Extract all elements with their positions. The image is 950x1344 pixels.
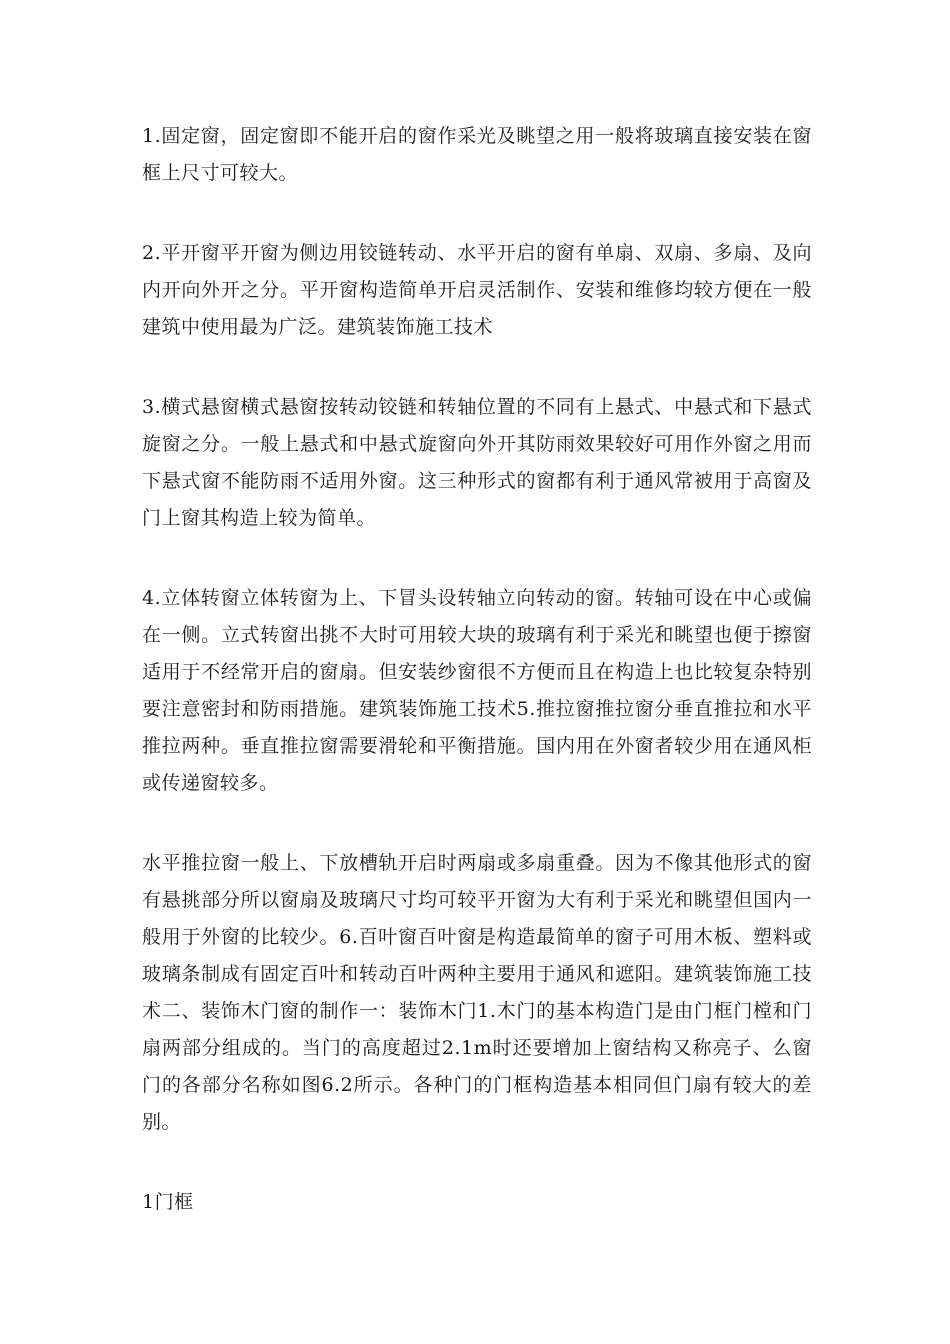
paragraph-horizontal-pivot-window: 3.横式悬窗横式悬窗按转动铰链和转轴位置的不同有上悬式、中悬式和下悬式旋窗之分。一般上悬式和中悬式旋窗向外开其防雨效果较好可用作外窗之用而下悬式窗不能防雨不适用外窗。这三种形式的窗都有利于通风常被用于高窗及门上窗其构造上较为简单。: [142, 396, 812, 529]
paragraph-sliding-window: 水平推拉窗一般上、下放槽轨开启时两扇或多扇重叠。因为不像其他形式的窗有悬挑部分所以窗扇及玻璃尺寸均可较平开窗为大有利于采光和眺望但国内一般用于外窗的比较少。6.百叶窗百叶窗是构造最简单的窗子可用木板、塑料或玻璃条制成有固定百叶和转动百叶两种主要用于通风和遮阳。建筑装饰施工技术二、装饰木门窗的制作一：装饰木门1.木门的基本构造门是由门框门樘和门扇两部分组成的。当门的高度超过2.1m时还要增加上窗结构又称亮子、么窗门的各部分名称如图6.2所示。各种门的门框构造基本相同但门扇有较大的差别。: [142, 852, 812, 1133]
paragraph-door-frame: 1门框: [142, 1191, 194, 1213]
document-body: [142, 118, 812, 1264]
paragraph-fixed-window: 1.固定窗，固定窗即不能开启的窗作采光及眺望之用一般将玻璃直接安装在窗框上尺寸可较大。: [142, 125, 812, 184]
paragraph-vertical-pivot-window: 4.立体转窗立体转窗为上、下冒头设转轴立向转动的窗。转轴可设在中心或偏在一侧。立式转窗出挑不大时可用较大块的玻璃有利于采光和眺望也便于擦窗适用于不经常开启的窗扇。但安装纱窗很不方便而且在构造上也比较复杂特别要注意密封和防雨措施。建筑装饰施工技术5.推拉窗推拉窗分垂直推拉和水平推拉两种。垂直推拉窗需要滑轮和平衡措施。国内用在外窗者较少用在通风柜或传递窗较多。: [142, 587, 812, 794]
paragraph-casement-window: 2.平开窗平开窗为侧边用铰链转动、水平开启的窗有单扇、双扇、多扇、及向内开向外开之分。平开窗构造简单开启灵活制作、安装和维修均较方便在一般建筑中使用最为广泛。建筑装饰施工技术: [142, 242, 812, 338]
